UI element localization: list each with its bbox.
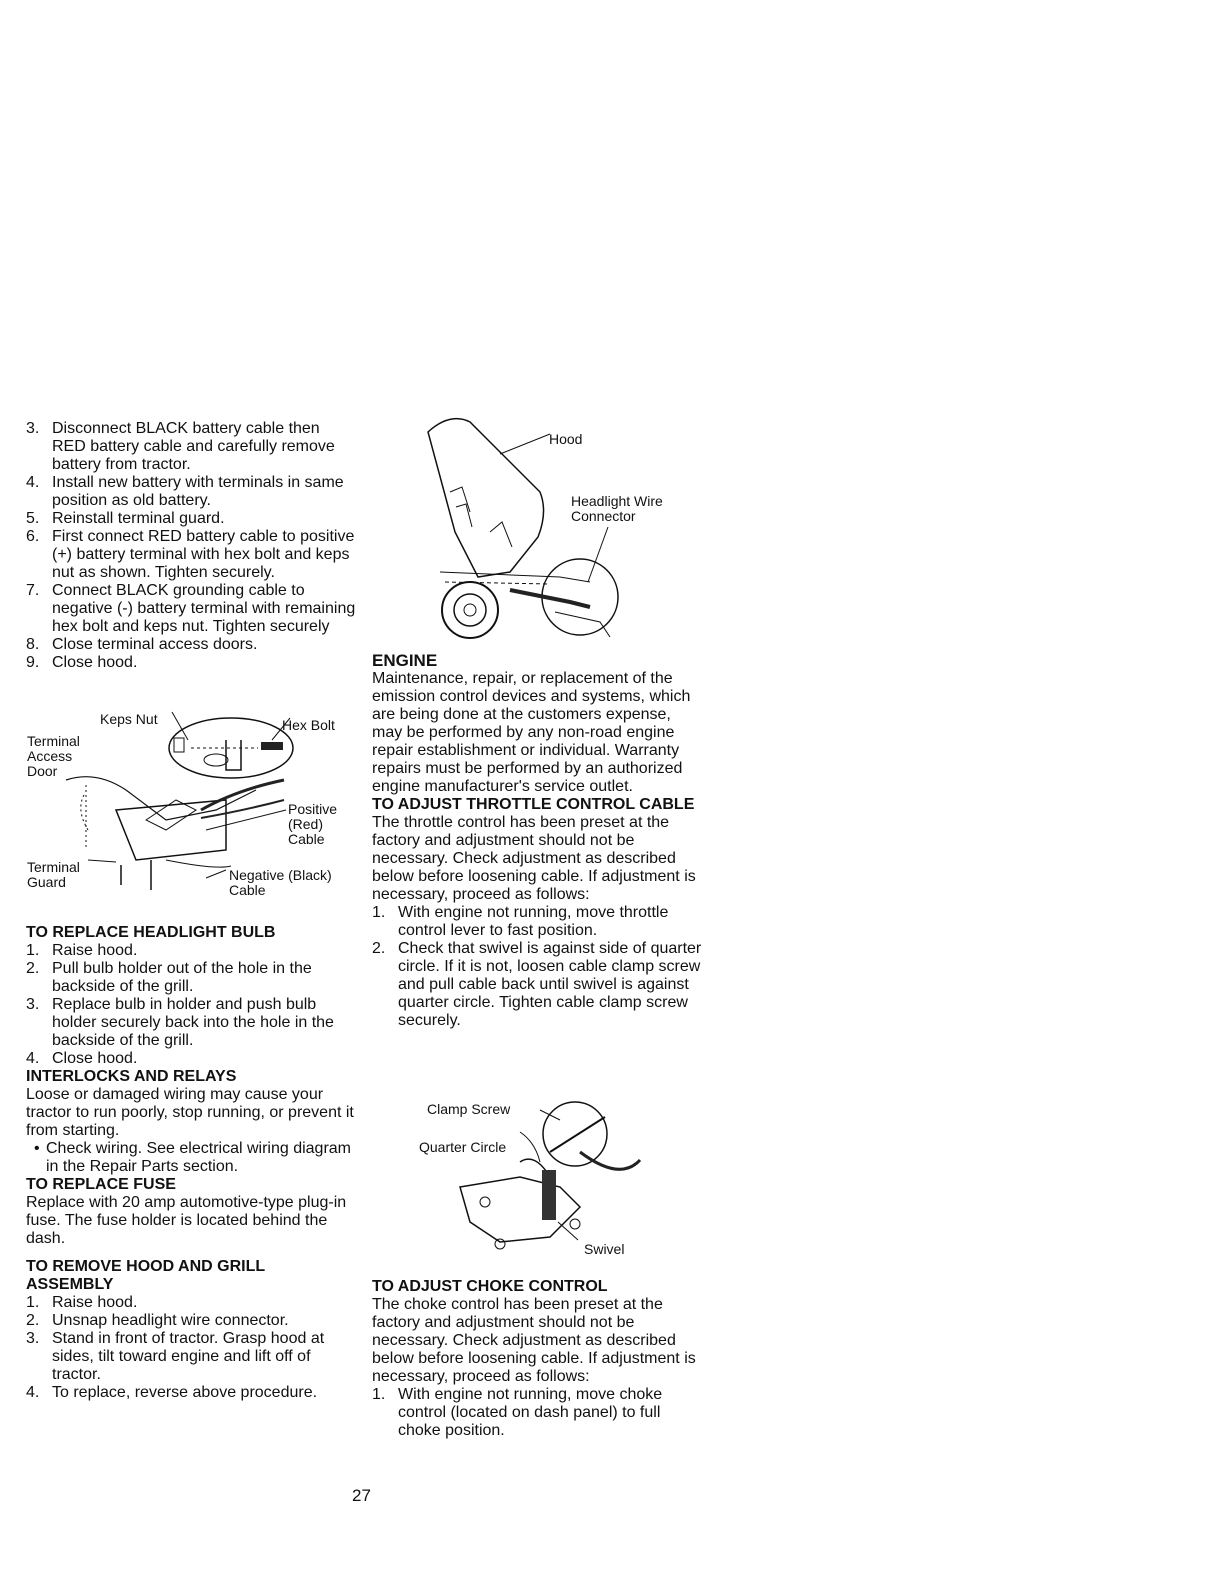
list-item: 1. With engine not running, move throttle control lever to fast position. bbox=[372, 904, 669, 939]
engine-section bbox=[372, 652, 702, 1030]
section-heading: TO ADJUST CHOKE CONTROL bbox=[372, 1278, 608, 1295]
list-item: 2. Unsnap headlight wire connector. bbox=[26, 1312, 289, 1329]
section-heading: ENGINE bbox=[372, 651, 438, 670]
paragraph: The choke control has been preset at the factory and adjustment should not be necessary. Check adjustment as described below before loosening cable. If adjustment is necessary, proceed as follows: bbox=[372, 1296, 696, 1385]
paragraph: Replace with 20 amp automotive-type plug-in fuse. The fuse holder is located behind the dash. bbox=[26, 1194, 347, 1247]
list-item: 4. Install new battery with terminals in same position as old battery. bbox=[26, 474, 344, 509]
list-item: 9. Close hood. bbox=[26, 654, 138, 671]
keps-nut-label: Keps Nut bbox=[100, 711, 158, 727]
clamp-screw-label: Clamp Screw bbox=[427, 1101, 511, 1117]
headlight-steps bbox=[26, 942, 356, 1068]
list-item: 8. Close terminal access doors. bbox=[26, 636, 258, 653]
list-item: 2. Pull bulb holder out of the hole in the backside of the grill. bbox=[26, 960, 312, 995]
section-heading: INTERLOCKS AND RELAYS bbox=[26, 1068, 237, 1085]
list-item: 1. With engine not running, move choke control (located on dash panel) to full choke position. bbox=[372, 1386, 663, 1439]
section-heading: TO REPLACE HEADLIGHT BULB bbox=[26, 924, 276, 941]
hood-illustration bbox=[420, 412, 620, 652]
terminal-guard-label: Terminal Guard bbox=[27, 859, 80, 890]
headlight-connector-label: Headlight Wire Connector bbox=[571, 493, 663, 524]
list-item: 7. Connect BLACK grounding cable to negative (-) battery terminal with remaining hex bolt and keps nut. Tighten securely bbox=[26, 582, 356, 635]
list-item: 6. First connect RED battery cable to positive (+) battery terminal with hex bolt and keps nut as shown. Tighten securely. bbox=[26, 528, 355, 581]
throttle-illustration bbox=[440, 1092, 660, 1262]
positive-cable-label: Positive (Red) Cable bbox=[288, 801, 338, 847]
section-heading: TO ADJUST THROTTLE CONTROL CABLE bbox=[372, 796, 695, 813]
page-number: 27 bbox=[352, 1486, 371, 1505]
list-item: 4. Close hood. bbox=[26, 1050, 138, 1067]
hood-label: Hood bbox=[549, 431, 583, 447]
headlight-section bbox=[26, 924, 356, 1402]
battery-steps bbox=[26, 420, 356, 672]
list-item: 3. Disconnect BLACK battery cable then RED battery cable and carefully remove battery from tractor. bbox=[26, 420, 335, 473]
choke-section bbox=[372, 1278, 702, 1440]
list-item: 1. Raise hood. bbox=[26, 942, 138, 959]
list-item: 2. Check that swivel is against side of quarter circle. If it is not, loosen cable clamp screw and pull cable back until swivel is against quarter circle. Tighten cable clamp screw securely. bbox=[372, 940, 702, 1029]
list-item: 1. Raise hood. bbox=[26, 1294, 138, 1311]
list-item: 4. To replace, reverse above procedure. bbox=[26, 1384, 318, 1401]
negative-cable-label: Negative (Black) Cable bbox=[229, 867, 332, 898]
hex-bolt-label: Hex Bolt bbox=[282, 717, 335, 733]
terminal-access-door-label: Terminal Access Door bbox=[27, 733, 80, 779]
quarter-circle-label: Quarter Circle bbox=[419, 1139, 507, 1155]
throttle-steps bbox=[372, 904, 702, 1030]
list-item: 3. Stand in front of tractor. Grasp hood at sides, tilt toward engine and lift off of tractor. bbox=[26, 1330, 325, 1383]
list-item: 3. Replace bulb in holder and push bulb holder securely back into the hole in the backside of the grill. bbox=[26, 996, 334, 1049]
section-heading: TO REPLACE FUSE bbox=[26, 1176, 176, 1193]
paragraph: Loose or damaged wiring may cause your tractor to run poorly, stop running, or prevent it from starting. bbox=[26, 1086, 354, 1139]
list-item: 5. Reinstall terminal guard. bbox=[26, 510, 225, 527]
paragraph: Maintenance, repair, or replacement of the emission control devices and systems, which are being done at the customers expense, may be performed by any non-road engine repair establishment or individual. Warranty repairs must be performed by an authorized engine manufacturer's service outlet. bbox=[372, 670, 691, 795]
swivel-label: Swivel bbox=[584, 1241, 625, 1257]
bullet-item: • Check wiring. See electrical wiring diagram in the Repair Parts section. bbox=[34, 1140, 352, 1175]
section-heading: TO REMOVE HOOD AND GRILL ASSEMBLY bbox=[26, 1258, 265, 1293]
choke-steps bbox=[372, 1386, 702, 1440]
hood-steps bbox=[26, 1294, 356, 1402]
paragraph: The throttle control has been preset at the factory and adjustment should not be necessary. Check adjustment as described below before loosening cable. If adjustment is necessary, proceed as follows: bbox=[372, 814, 696, 903]
